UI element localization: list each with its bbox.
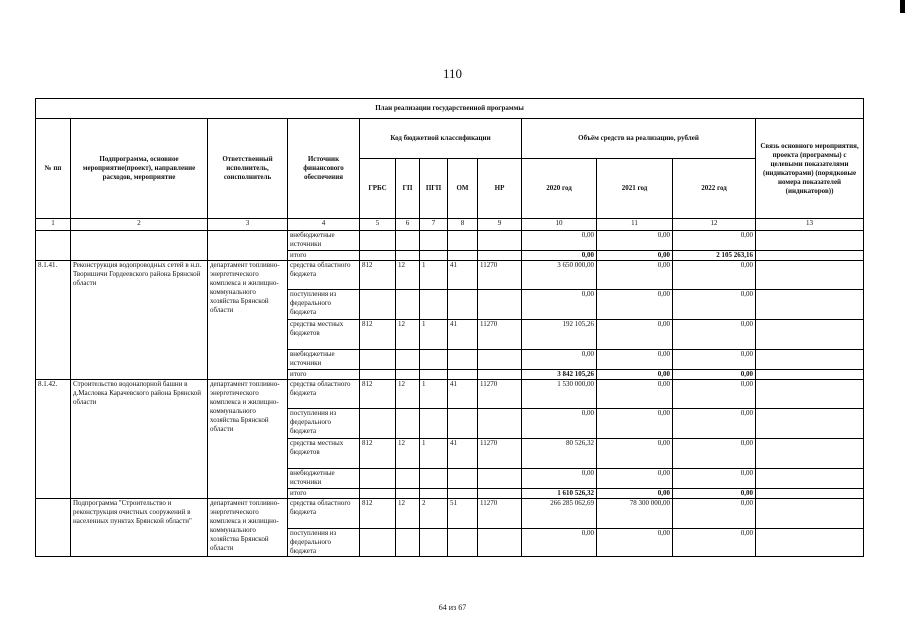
column-number: 10 [522,219,597,231]
table-row [36,261,864,290]
amount-2022: 0,00 [673,261,756,290]
pgp-cell [420,251,448,261]
source-cell: средства областного бюджета [288,499,360,529]
nr-cell [478,290,522,320]
om-cell: 51 [448,499,478,529]
header-grbs: ГРБС [360,159,396,219]
amount-2020: 0,00 [522,529,597,557]
gp-cell [396,231,420,251]
gp-cell: 12 [396,380,420,409]
nr-cell: 11270 [478,261,522,290]
indicator-link-cell [756,261,864,290]
indicator-link-cell [756,290,864,320]
amount-2021: 0,00 [597,320,673,350]
source-cell: итого [288,370,360,380]
name-cell [71,231,208,251]
om-cell [448,231,478,251]
amount-2021: 0,00 [597,290,673,320]
column-number: 1 [36,219,71,231]
amount-2021: 0,00 [597,231,673,251]
gp-cell [396,409,420,439]
activity-name: Реконструкция водопроводных сетей в н.п. Творишичи Гордеевского района Брянской области [71,261,208,380]
scan-edge-mark [900,0,905,13]
amount-2020: 0,00 [522,409,597,439]
column-number-row [36,219,864,231]
header-gp: ГП [396,159,420,219]
grbs-cell [360,350,396,370]
source-cell: средства областного бюджета [288,261,360,290]
source-cell: средства областного бюджета [288,380,360,409]
plan-table [35,98,864,557]
indicator-link-cell [756,489,864,499]
amount-2022: 0,00 [673,529,756,557]
amount-2022: 0,00 [673,320,756,350]
header-name: Подпрограмма, основное мероприятие(проект), направление расходов, мероприятие [71,119,208,219]
grbs-cell [360,290,396,320]
source-cell: средства местных бюджетов [288,320,360,350]
total-2022: 0,00 [673,370,756,380]
column-number: 6 [396,219,420,231]
subprogram-name: Подпрограмма "Строительство и реконструкция очистных сооружений в населенных пунктах Брянской области" [71,499,208,557]
amount-2020: 80 526,32 [522,439,597,469]
column-number: 9 [478,219,522,231]
nr-cell: 11270 [478,320,522,350]
table-row [36,380,864,409]
source-cell: средства местных бюджетов [288,439,360,469]
grbs-cell [360,469,396,489]
pgp-cell: 1 [420,261,448,290]
executor-cell [208,231,288,251]
nr-cell [478,350,522,370]
grbs-cell [360,231,396,251]
page-footer: 64 из 67 [438,603,467,612]
amount-2021: 78 300 000,00 [597,499,673,529]
amount-2022: 0,00 [673,350,756,370]
header-2021: 2021 год [597,159,673,219]
indicator-link-cell [756,409,864,439]
total-2022: 0,00 [673,489,756,499]
header-volume: Объём средств на реализацию, рублей [522,119,756,159]
pgp-cell: 1 [420,320,448,350]
amount-2022: 0,00 [673,231,756,251]
column-number: 3 [208,219,288,231]
source-cell: внебюджетные источники [288,469,360,489]
om-cell [448,370,478,380]
table-row [36,499,864,529]
amount-2021: 0,00 [597,409,673,439]
gp-cell [396,350,420,370]
nr-cell: 11270 [478,439,522,469]
column-number: 5 [360,219,396,231]
grbs-cell [360,489,396,499]
gp-cell [396,489,420,499]
gp-cell [396,469,420,489]
page-number: 110 [442,66,463,81]
amount-2022: 0,00 [673,380,756,409]
indicator-link-cell [756,380,864,409]
responsible-executor: департамент топливно-энергетического комплекса и жилищно-коммунального хозяйства Брянской области [208,261,288,380]
num-cell [36,251,71,261]
grbs-cell: 812 [360,261,396,290]
total-2021: 0,00 [597,251,673,261]
amount-2021: 0,00 [597,439,673,469]
amount-2020: 0,00 [522,350,597,370]
row-number: 8.1.41. [36,261,71,380]
header-kbk: Код бюджетной классификации [360,119,522,159]
indicator-link-cell [756,350,864,370]
responsible-executor: департамент топливно-энергетического комплекса и жилищно-коммунального хозяйства Брянской области [208,380,288,499]
gp-cell [396,290,420,320]
amount-2021: 0,00 [597,469,673,489]
amount-2021: 0,00 [597,529,673,557]
header-om: ОМ [448,159,478,219]
total-2020: 1 610 526,32 [522,489,597,499]
gp-cell [396,529,420,557]
column-number: 11 [597,219,673,231]
column-number: 13 [756,219,864,231]
om-cell: 41 [448,380,478,409]
table-title: План реализации государственной программы [36,99,864,119]
header-2020: 2020 год [522,159,597,219]
num-cell [36,231,71,251]
nr-cell [478,409,522,439]
om-cell: 41 [448,320,478,350]
om-cell [448,290,478,320]
executor-cell [208,251,288,261]
indicator-link-cell [756,529,864,557]
grbs-cell: 812 [360,320,396,350]
gp-cell [396,370,420,380]
pgp-cell: 1 [420,439,448,469]
pgp-cell [420,529,448,557]
amount-2020: 0,00 [522,469,597,489]
row-number: 8.1.42. [36,380,71,499]
om-cell [448,350,478,370]
grbs-cell [360,370,396,380]
header-executor: Ответственный исполнитель, соисполнитель [208,119,288,219]
column-number: 2 [71,219,208,231]
grbs-cell: 812 [360,499,396,529]
header-pgp: ПГП [420,159,448,219]
total-2020: 3 842 105,26 [522,370,597,380]
header-link: Связь основного мероприятия, проекта (программы) с целевыми показателями (индикаторами) (порядковые номера показателей (индикаторов)) [756,119,864,219]
amount-2022: 0,00 [673,469,756,489]
grbs-cell [360,529,396,557]
grbs-cell: 812 [360,439,396,469]
header-source: Источник финансового обеспечения [288,119,360,219]
source-cell: итого [288,489,360,499]
indicator-link-cell [756,320,864,350]
grbs-cell: 812 [360,380,396,409]
amount-2022: 0,00 [673,499,756,529]
gp-cell [396,251,420,261]
nr-cell [478,529,522,557]
total-2021: 0,00 [597,489,673,499]
column-number: 8 [448,219,478,231]
indicator-link-cell [756,231,864,251]
responsible-executor: департамент топливно-энергетического комплекса и жилищно-коммунального хозяйства Брянской области [208,499,288,557]
source-cell: итого [288,251,360,261]
om-cell [448,489,478,499]
header-num: № пп [36,119,71,219]
column-number: 4 [288,219,360,231]
amount-2020: 0,00 [522,231,597,251]
om-cell: 41 [448,261,478,290]
om-cell [448,469,478,489]
nr-cell [478,231,522,251]
gp-cell: 12 [396,261,420,290]
amount-2021: 0,00 [597,350,673,370]
amount-2021: 0,00 [597,380,673,409]
column-number: 12 [673,219,756,231]
pgp-cell [420,231,448,251]
source-cell: поступления из федерального бюджета [288,290,360,320]
pgp-cell [420,489,448,499]
activity-name: Строительство водонапорной башни в д.Масловка Карачевского района Брянской области [71,380,208,499]
indicator-link-cell [756,439,864,469]
gp-cell: 12 [396,320,420,350]
pgp-cell [420,290,448,320]
amount-2020: 1 530 000,00 [522,380,597,409]
total-2022: 2 105 263,16 [673,251,756,261]
amount-2022: 0,00 [673,409,756,439]
column-number: 7 [420,219,448,231]
header-nr: НР [478,159,522,219]
table-row [36,251,864,261]
nr-cell: 11270 [478,380,522,409]
amount-2021: 0,00 [597,261,673,290]
amount-2020: 0,00 [522,290,597,320]
source-cell: поступления из федерального бюджета [288,409,360,439]
nr-cell: 11270 [478,499,522,529]
table-row [36,231,864,251]
pgp-cell: 1 [420,380,448,409]
grbs-cell [360,409,396,439]
source-cell: поступления из федерального бюджета [288,529,360,557]
name-cell [71,251,208,261]
amount-2022: 0,00 [673,290,756,320]
om-cell [448,529,478,557]
total-2020: 0,00 [522,251,597,261]
indicator-link-cell [756,469,864,489]
om-cell [448,251,478,261]
indicator-link-cell [756,251,864,261]
pgp-cell [420,469,448,489]
total-2021: 0,00 [597,370,673,380]
nr-cell [478,370,522,380]
pgp-cell [420,409,448,439]
nr-cell [478,469,522,489]
amount-2020: 3 650 000,00 [522,261,597,290]
source-cell: внебюджетные источники [288,350,360,370]
amount-2020: 192 105,26 [522,320,597,350]
om-cell [448,409,478,439]
pgp-cell: 2 [420,499,448,529]
nr-cell [478,489,522,499]
om-cell: 41 [448,439,478,469]
grbs-cell [360,251,396,261]
header-2022: 2022 год [673,159,756,219]
indicator-link-cell [756,499,864,529]
gp-cell: 12 [396,499,420,529]
pgp-cell [420,370,448,380]
row-number [36,499,71,557]
nr-cell [478,251,522,261]
gp-cell: 12 [396,439,420,469]
amount-2020: 266 285 062,69 [522,499,597,529]
source-cell: внебюджетные источники [288,231,360,251]
indicator-link-cell [756,370,864,380]
pgp-cell [420,350,448,370]
amount-2022: 0,00 [673,439,756,469]
